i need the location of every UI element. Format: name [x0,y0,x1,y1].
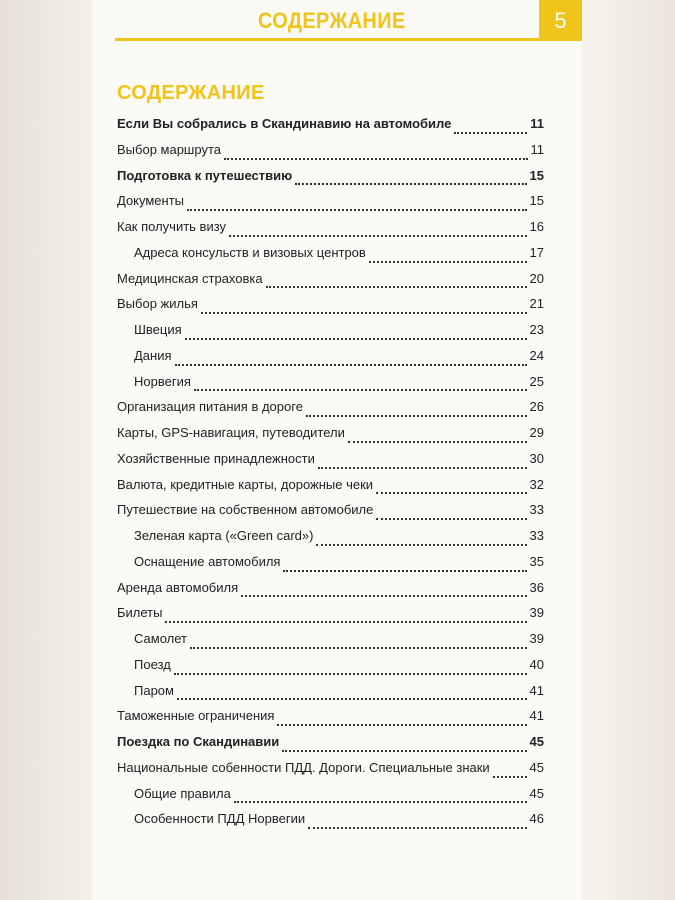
dot-leader [295,183,526,185]
toc-entry-page-number: 15 [529,193,544,209]
toc-entry [117,399,544,425]
toc-entry-page-number: 45 [529,785,544,801]
dot-leader [224,158,528,160]
toc-entry-page-number: 16 [529,219,544,234]
toc-entry-page-number: 21 [529,296,544,312]
dot-leader [282,750,526,752]
toc-entry-page-number: 17 [529,244,544,260]
toc-entry-page-number: 29 [529,425,544,440]
toc-entry-page-number: 24 [529,347,544,363]
dot-leader [185,338,527,340]
toc-entry [117,477,544,503]
toc-entry [117,219,544,245]
toc-entry [117,657,544,683]
dot-leader [177,698,527,700]
toc-entry [117,528,544,554]
toc-entry-title: Оснащение автомобиля [134,553,281,569]
toc-entry [117,296,544,322]
dot-leader [165,621,526,623]
toc-entry-page-number: 46 [529,811,544,827]
toc-entry-title: Путешествие на собственном автомобиле [117,502,374,518]
toc-entry [117,605,544,631]
toc-entry-title: Медицинская страховка [117,270,263,286]
dot-leader [306,415,527,417]
toc-entry-page-number: 33 [529,502,544,518]
toc-entry-title: Особенности ПДД Норвегии [134,811,306,827]
dot-leader [493,776,527,778]
toc-entry-page-number: 32 [529,476,544,492]
toc-entry-page-number: 45 [529,759,544,775]
toc-entry [117,734,544,760]
dot-leader [175,364,527,366]
toc-entry-title: Хозяйственные принадлежности [117,450,315,466]
toc-entry-title: Выбор жилья [117,296,198,312]
toc-entry [117,271,544,297]
toc-entry [117,708,544,734]
dot-leader [454,132,527,134]
toc-entry [117,580,544,606]
toc-entry-page-number: 36 [529,579,544,595]
running-header-title: СОДЕРЖАНИЕ [258,8,406,33]
toc-entry [117,554,544,580]
toc-entry-title: Поездка по Скандинавии [117,734,280,749]
toc-entry [117,245,544,271]
toc-entry [117,786,544,812]
toc-entry-title: Выбор маршрута [117,141,221,157]
toc-entry-page-number: 26 [529,399,544,415]
toc-entry [117,168,544,194]
toc-entry-title: Адреса консульств и визовых центров [134,244,366,260]
page-edge [582,0,675,900]
toc-entry-title: Аренда автомобиля [117,579,239,595]
dot-leader [266,286,527,288]
toc-entry [117,425,544,451]
toc-entry-title: Валюта, кредитные карты, дорожные чеки [117,476,374,492]
toc-entry [117,322,544,348]
toc-entry-title: Организация питания в дороге [117,399,303,415]
toc-entry-title: Национальные собенности ПДД. Дороги. Специальные знаки [117,759,490,775]
toc-entry [117,116,544,142]
toc-entry-page-number: 30 [529,450,544,466]
dot-leader [277,724,526,726]
toc-entry [117,631,544,657]
toc-entry-title: Зеленая карта («Green card») [134,528,314,543]
toc-entry-page-number: 45 [529,734,544,749]
toc-entry-title: Общие правила [134,785,231,801]
header-rule [115,38,539,41]
dot-leader [201,312,527,314]
toc-entry [117,683,544,709]
dot-leader [308,827,526,829]
dot-leader [194,389,527,391]
toc-entry-title: Как получить визу [117,219,227,234]
toc-entry-title: Поезд [134,656,171,672]
toc-entry-title: Таможенные ограничения [117,708,275,724]
toc-entry-page-number: 25 [529,373,544,389]
toc-entry-page-number: 11 [530,116,544,131]
dot-leader [283,570,526,572]
toc-entry [117,760,544,786]
book-spine-shadow [0,0,92,900]
table-of-contents [117,116,544,837]
toc-entry-page-number: 41 [529,708,544,724]
toc-entry-title: Карты, GPS-навигация, путеводители [117,425,345,440]
dot-leader [234,801,527,803]
dot-leader [174,673,527,675]
toc-entry-page-number: 23 [529,322,544,337]
toc-entry-page-number: 39 [529,631,544,646]
toc-entry [117,142,544,168]
dot-leader [241,595,526,597]
dot-leader [318,467,527,469]
toc-entry [117,502,544,528]
dot-leader [316,544,526,546]
toc-entry-title: Швеция [134,322,182,337]
toc-entry-page-number: 15 [529,167,544,183]
toc-entry [117,451,544,477]
toc-entry [117,374,544,400]
toc-entry-title: Дания [134,347,172,363]
toc-entry [117,348,544,374]
toc-entry-page-number: 11 [530,141,544,157]
dot-leader [187,209,527,211]
toc-entry-title: Паром [134,682,174,698]
dot-leader [376,492,526,494]
toc-entry-title: Самолет [134,631,187,646]
toc-entry [117,811,544,837]
toc-entry-page-number: 35 [529,553,544,569]
toc-entry-title: Норвегия [134,373,191,389]
dot-leader [348,441,527,443]
dot-leader [369,261,527,263]
toc-entry-page-number: 20 [529,270,544,286]
toc-entry-page-number: 41 [529,682,544,698]
section-title: СОДЕРЖАНИЕ [117,82,265,104]
toc-entry-page-number: 33 [529,528,544,543]
dot-leader [190,647,527,649]
toc-entry-page-number: 39 [529,605,544,621]
toc-entry-title: Документы [117,193,185,209]
toc-entry-page-number: 40 [529,656,544,672]
dot-leader [229,235,527,237]
toc-entry-title: Подготовка к путешествию [117,167,293,183]
dot-leader [376,518,526,520]
toc-entry-title: Если Вы собрались в Скандинавию на автомобиле [117,116,452,131]
toc-entry-title: Билеты [117,605,163,621]
page-number: 5 [539,0,582,41]
toc-entry [117,193,544,219]
